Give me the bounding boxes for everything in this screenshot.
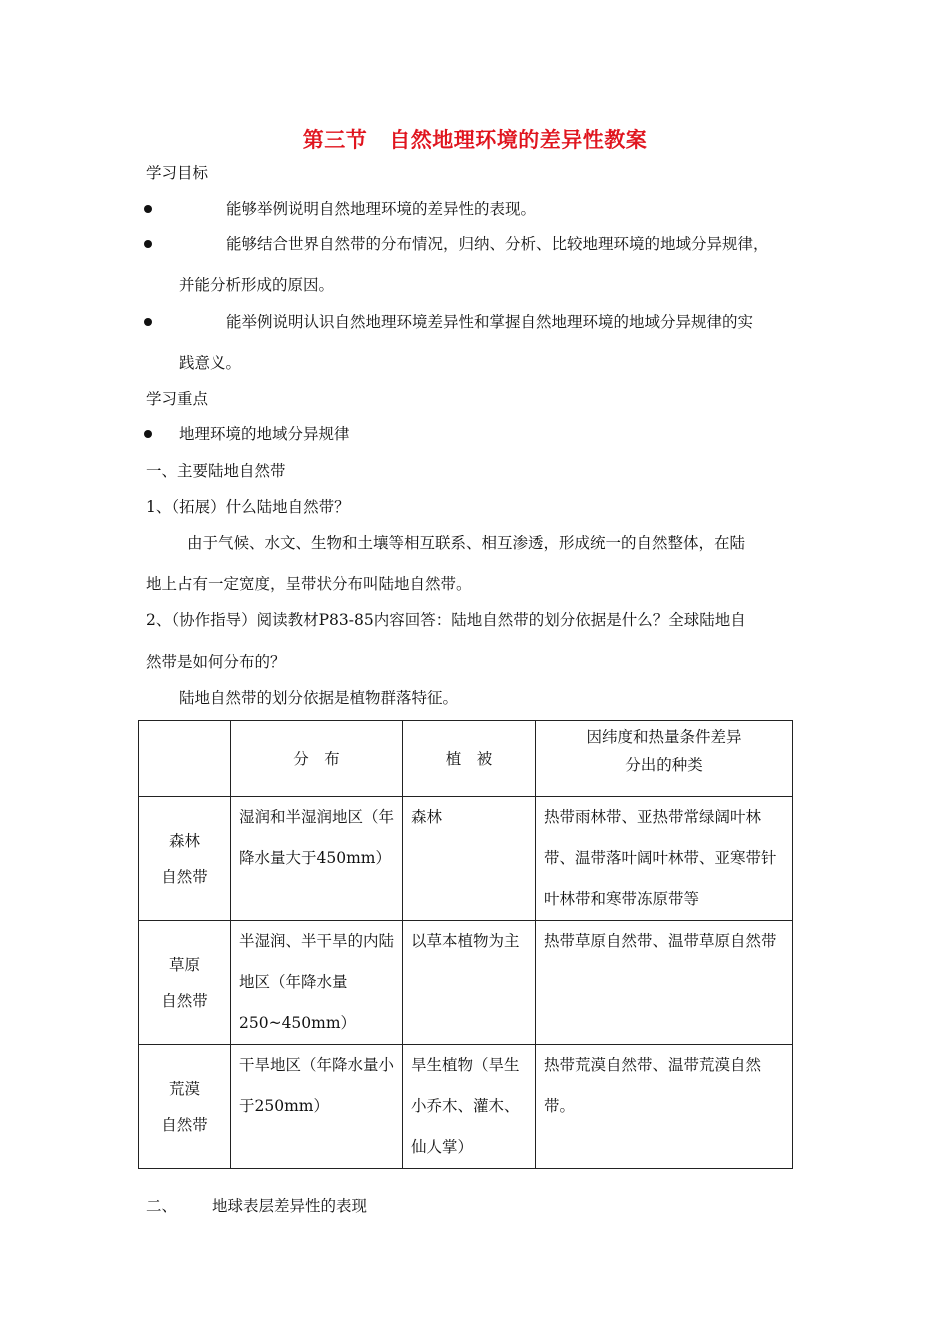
row-name-line1: 草原 <box>168 955 200 974</box>
row-name-line2: 自然带 <box>161 867 208 886</box>
table-row <box>139 1045 793 1169</box>
header-blank-cell <box>139 721 231 797</box>
table-header-row <box>139 721 793 797</box>
question-2-line1: 2、（协作指导）阅读教材P83-85内容回答：陆地自然带的划分依据是什么？全球陆地自 <box>146 611 746 629</box>
section2-number: 二、 <box>146 1197 178 1215</box>
row-name-line2: 自然带 <box>161 1115 208 1134</box>
row-name-line1: 荒漠 <box>168 1079 200 1098</box>
answer-1-line1: 由于气候、水文、生物和土壤等相互联系、相互渗透，形成统一的自然整体，在陆 <box>187 534 746 552</box>
question-2-line2: 然带是如何分布的？ <box>146 653 286 671</box>
page-title <box>0 124 950 154</box>
answer-2: 陆地自然带的划分依据是植物群落特征。 <box>179 689 459 707</box>
objective-2-line2: 并能分析形成的原因。 <box>179 276 335 294</box>
row-name <box>139 797 231 921</box>
table-row <box>139 921 793 1045</box>
row-vegetation: 以草本植物为主 <box>403 921 536 1045</box>
header-types-line1: 因纬度和热量条件差异 <box>586 728 742 746</box>
objectives-heading: 学习目标 <box>146 164 209 182</box>
header-types <box>536 721 793 797</box>
row-types: 热带草原自然带、温带草原自然带 <box>536 921 793 1045</box>
objective-1: 能够举例说明自然地理环境的差异性的表现。 <box>226 200 537 218</box>
row-distribution: 湿润和半湿润地区（年降水量大于450mm） <box>231 797 403 921</box>
row-types: 热带雨林带、亚热带常绿阔叶林带、温带落叶阔叶林带、亚寒带针叶林带和寒带冻原带等 <box>536 797 793 921</box>
key-point-1: 地理环境的地域分异规律 <box>179 425 350 443</box>
natural-zones-table <box>138 720 793 1169</box>
bullet-icon <box>144 240 152 248</box>
row-types: 热带荒漠自然带、温带荒漠自然带。 <box>536 1045 793 1169</box>
objective-2-line1: 能够结合世界自然带的分布情况，归纳、分析、比较地理环境的地域分异规律， <box>226 235 769 253</box>
header-vegetation: 植 被 <box>403 721 536 797</box>
header-distribution: 分 布 <box>231 721 403 797</box>
row-name <box>139 921 231 1045</box>
key-points-heading: 学习重点 <box>146 390 209 408</box>
bullet-icon <box>144 318 152 326</box>
row-distribution: 干旱地区（年降水量小于250mm） <box>231 1045 403 1169</box>
objective-3-line1: 能举例说明认识自然地理环境差异性和掌握自然地理环境的地域分异规律的实 <box>226 313 754 331</box>
bullet-icon <box>144 205 152 213</box>
title-part1: 第三节 <box>302 128 368 152</box>
row-name-line2: 自然带 <box>161 991 208 1010</box>
row-name <box>139 1045 231 1169</box>
bullet-icon <box>144 430 152 438</box>
section1-heading: 一、主要陆地自然带 <box>146 462 286 480</box>
question-1: 1、（拓展）什么陆地自然带？ <box>146 498 350 516</box>
row-distribution: 半湿润、半干旱的内陆地区（年降水量250~450mm） <box>231 921 403 1045</box>
row-vegetation: 旱生植物（旱生小乔木、灌木、仙人掌） <box>403 1045 536 1169</box>
objective-3-line2: 践意义。 <box>179 354 242 372</box>
table-row <box>139 797 793 921</box>
section2-heading: 地球表层差异性的表现 <box>212 1197 368 1215</box>
answer-1-line2: 地上占有一定宽度，呈带状分布叫陆地自然带。 <box>146 575 472 593</box>
header-types-line2: 分出的种类 <box>625 756 703 774</box>
row-name-line1: 森林 <box>168 831 200 850</box>
row-vegetation: 森林 <box>403 797 536 921</box>
title-part2: 自然地理环境的差异性教案 <box>389 128 648 152</box>
